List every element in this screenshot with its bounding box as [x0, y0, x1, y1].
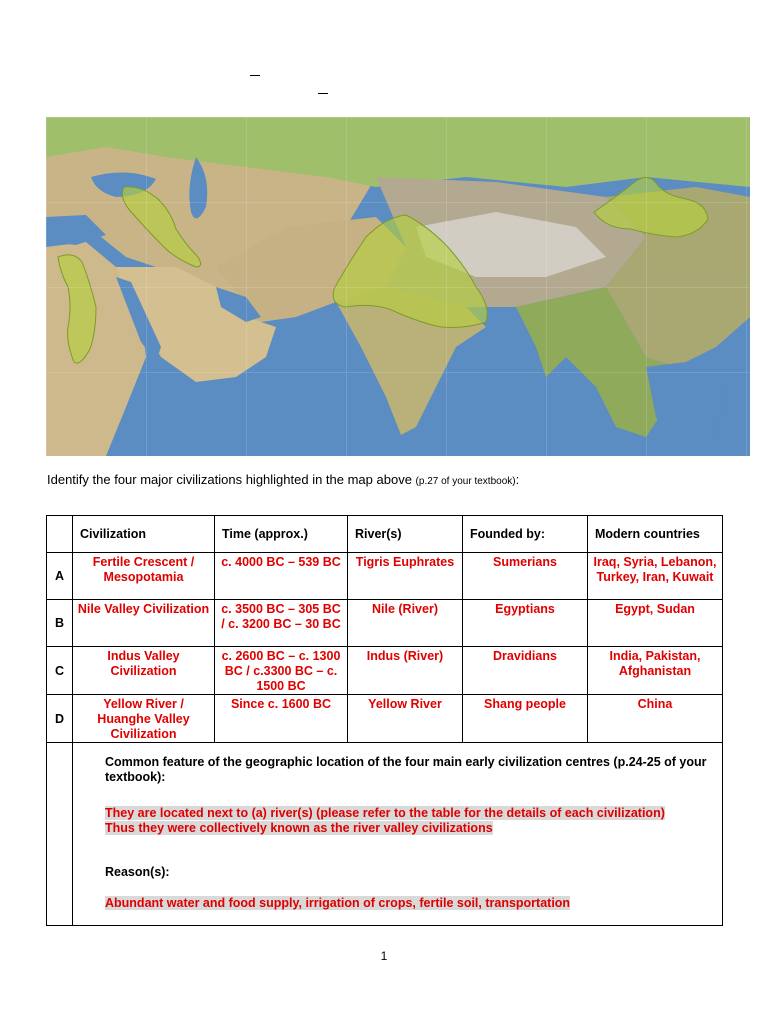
- cell-countries: Iraq, Syria, Lebanon, Turkey, Iran, Kuwait: [588, 553, 723, 600]
- cell-countries: India, Pakistan, Afghanistan: [588, 647, 723, 695]
- map-grid: [46, 117, 750, 456]
- cell-rivers: Tigris Euphrates: [348, 553, 463, 600]
- blank-line-1: [250, 75, 260, 76]
- page-number: 1: [380, 949, 388, 963]
- table-row: [47, 647, 723, 695]
- instruction-main: Identify the four major civilizations highlighted in the map above: [47, 472, 416, 487]
- common-feature-question: Common feature of the geographic location of the four main early civilization centres (p.24-25 of your textbook):: [105, 755, 707, 784]
- cell-founded: Sumerians: [463, 553, 588, 600]
- instruction-colon: :: [515, 472, 520, 487]
- civilizations-map: [46, 117, 750, 456]
- header-civilization: Civilization: [73, 516, 215, 553]
- cell-time: c. 4000 BC – 539 BC: [215, 553, 348, 600]
- header-time: Time (approx.): [215, 516, 348, 553]
- header-founded: Founded by:: [463, 516, 588, 553]
- reason-label: Reason(s):: [105, 865, 170, 879]
- common-feature-cell: [73, 743, 723, 926]
- table-row: [47, 695, 723, 743]
- blank-line-2: [318, 93, 328, 94]
- row-letter: D: [47, 695, 73, 743]
- cell-civilization: Indus Valley Civilization: [73, 647, 215, 695]
- cell-founded: Shang people: [463, 695, 588, 743]
- common-feature-answer-2: Thus they were collectively known as the river valley civilizations: [105, 821, 493, 835]
- cell-founded: Dravidians: [463, 647, 588, 695]
- cell-civilization: Fertile Crescent / Mesopotamia: [73, 553, 215, 600]
- header-countries: Modern countries: [588, 516, 723, 553]
- common-feature-empty-cell: [47, 743, 73, 926]
- cell-founded: Egyptians: [463, 600, 588, 647]
- cell-countries: China: [588, 695, 723, 743]
- row-letter: C: [47, 647, 73, 695]
- cell-rivers: Nile (River): [348, 600, 463, 647]
- row-letter: B: [47, 600, 73, 647]
- cell-time: c. 2600 BC – c. 1300 BC / c.3300 BC – c. 1500 BC: [215, 647, 348, 695]
- table-row: [47, 600, 723, 647]
- table-row: [47, 553, 723, 600]
- row-letter: A: [47, 553, 73, 600]
- cell-countries: Egypt, Sudan: [588, 600, 723, 647]
- common-feature-row: [47, 743, 723, 926]
- header-letter: [47, 516, 73, 553]
- cell-civilization: Yellow River / Huanghe Valley Civilization: [73, 695, 215, 743]
- common-feature-answer-1: They are located next to (a) river(s) (please refer to the table for the details of each civilization): [105, 806, 665, 820]
- cell-rivers: Yellow River: [348, 695, 463, 743]
- civilizations-table: [46, 515, 723, 926]
- table-header-row: [47, 516, 723, 553]
- instruction-text: [47, 472, 519, 487]
- instruction-page-ref: (p.27 of your textbook): [415, 476, 516, 487]
- reason-answer: Abundant water and food supply, irrigation of crops, fertile soil, transportation: [105, 896, 571, 910]
- header-rivers: River(s): [348, 516, 463, 553]
- cell-civilization: Nile Valley Civilization: [73, 600, 215, 647]
- cell-time: Since c. 1600 BC: [215, 695, 348, 743]
- cell-time: c. 3500 BC – 305 BC / c. 3200 BC – 30 BC: [215, 600, 348, 647]
- cell-rivers: Indus (River): [348, 647, 463, 695]
